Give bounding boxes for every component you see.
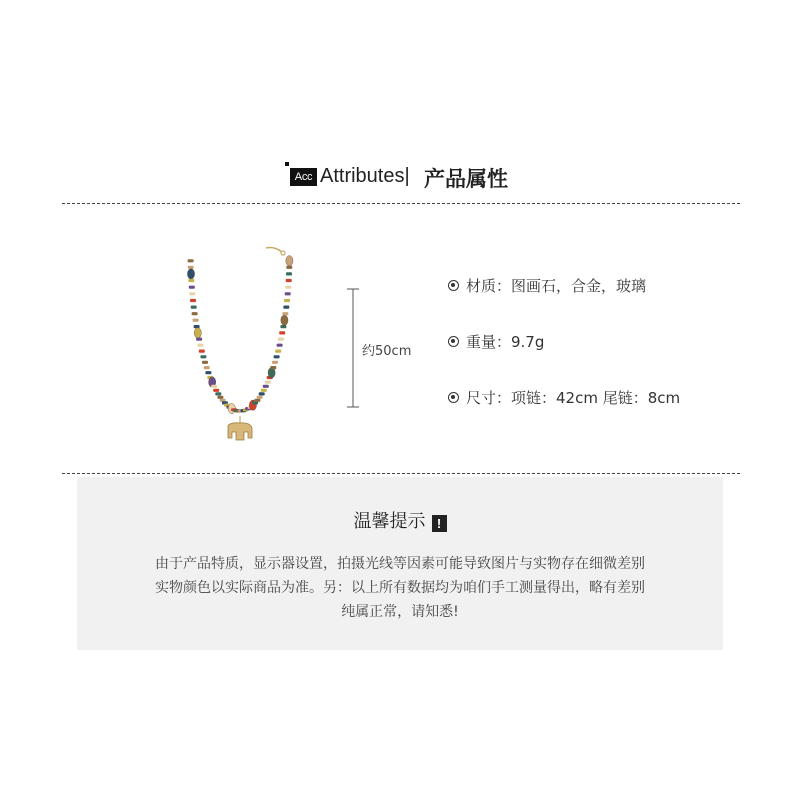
bead xyxy=(205,371,211,374)
bead xyxy=(261,389,267,392)
bead xyxy=(189,292,195,295)
bullet-icon xyxy=(448,336,459,347)
bead xyxy=(200,355,206,358)
notice-title xyxy=(77,507,723,533)
notice-line: 由于产品特质，显示器设置，拍摄光线等因素可能导致图片与实物存在细微差别 xyxy=(155,556,645,572)
bead xyxy=(282,312,288,315)
bead xyxy=(190,299,196,302)
bead xyxy=(285,286,291,289)
attribute-material-text: 材质：图画石，合金，玻璃 xyxy=(466,277,647,295)
bead xyxy=(285,292,291,295)
bead xyxy=(191,306,197,309)
bead xyxy=(286,256,293,266)
bead xyxy=(192,312,198,315)
dimension-label: 约50cm xyxy=(362,344,412,359)
bead xyxy=(286,279,292,282)
attribute-list xyxy=(448,275,680,443)
bead xyxy=(286,272,292,275)
bead xyxy=(189,286,195,289)
notice-line: 纯属正常，请知悉! xyxy=(341,604,459,620)
bead xyxy=(272,361,278,364)
attribute-material xyxy=(448,275,680,331)
bead xyxy=(265,381,271,384)
bead xyxy=(263,385,269,388)
attribute-size-text: 尺寸：项链：42cm 尾链：8cm xyxy=(466,389,681,407)
bead xyxy=(193,319,199,322)
bead xyxy=(277,344,283,347)
attribute-size xyxy=(448,387,680,443)
bead xyxy=(213,389,219,392)
bead xyxy=(188,266,194,269)
bead xyxy=(211,385,217,388)
dimension-indicator xyxy=(345,288,361,408)
attributes-header xyxy=(0,160,800,196)
bead xyxy=(188,259,194,262)
bullet-icon xyxy=(448,392,459,403)
notice-body xyxy=(77,552,723,624)
clasp-ring xyxy=(281,251,285,255)
bead xyxy=(257,396,263,399)
bead xyxy=(194,328,201,338)
bead xyxy=(217,396,223,399)
bead xyxy=(204,366,210,369)
header-title-zh: 产品属性 xyxy=(424,167,508,191)
bead xyxy=(284,299,290,302)
necklace-product-image xyxy=(170,226,310,456)
bullet-icon xyxy=(448,280,459,291)
bead xyxy=(196,338,202,341)
bead xyxy=(215,392,221,395)
bead xyxy=(188,279,194,282)
bead xyxy=(279,331,285,334)
attribute-weight-text: 重量：9.7g xyxy=(466,333,545,351)
warning-icon: ! xyxy=(432,515,447,532)
header-title-en: Attributes| xyxy=(320,165,410,187)
bottom-dashed-divider xyxy=(62,473,740,474)
necklace-illustration xyxy=(170,226,310,456)
bead xyxy=(270,366,276,369)
bead xyxy=(197,344,203,347)
notice-line: 实物颜色以实际商品为准。另：以上所有数据均为咱们手工测量得出，略有差别 xyxy=(155,580,645,596)
notice-panel xyxy=(77,477,723,650)
header-badge: Acc xyxy=(290,168,317,186)
bead xyxy=(202,361,208,364)
bead xyxy=(280,325,286,328)
bead xyxy=(281,315,288,325)
bead xyxy=(254,399,260,402)
chain-extension xyxy=(266,248,282,253)
notice-title-text: 温馨提示 xyxy=(353,511,426,532)
bead xyxy=(259,392,265,395)
bead xyxy=(187,269,194,279)
elephant-pendant xyxy=(228,423,252,440)
bead xyxy=(278,338,284,341)
top-dashed-divider xyxy=(62,203,740,204)
header-dot-decoration xyxy=(285,162,289,166)
bead xyxy=(199,350,205,353)
attribute-weight xyxy=(448,331,680,387)
bead xyxy=(274,355,280,358)
bead xyxy=(275,350,281,353)
bead xyxy=(283,306,289,309)
